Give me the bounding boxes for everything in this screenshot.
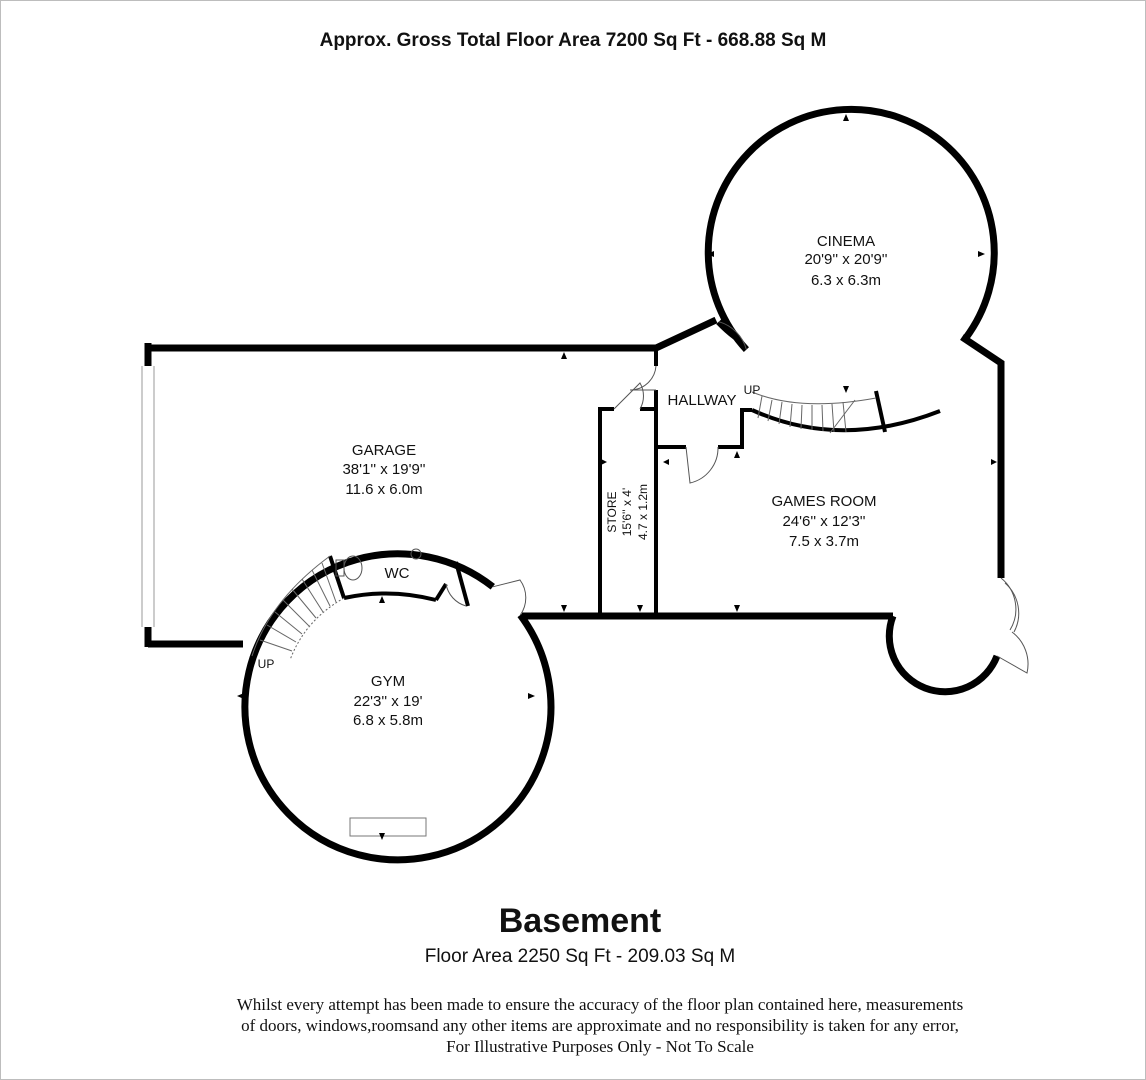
games-room-walls xyxy=(889,337,1028,692)
svg-text:15'6'' x 4': 15'6'' x 4' xyxy=(620,487,634,537)
svg-text:22'3'' x 19': 22'3'' x 19' xyxy=(353,693,423,710)
wc-label: WC xyxy=(384,565,410,582)
svg-text:6.3 x 6.3m: 6.3 x 6.3m xyxy=(810,272,882,289)
disclaimer-line: Whilst every attempt has been made to ensure the accuracy of the floor plan contained here, measurements xyxy=(236,995,964,1014)
disclaimer-line: of doors, windows,roomsand any other items are approximate and no responsibility is taken for any error, xyxy=(241,1016,959,1035)
svg-text:20'9'' x 20'9'': 20'9'' x 20'9'' xyxy=(804,251,888,268)
svg-text:GARAGE: GARAGE xyxy=(351,442,417,459)
games-room-label xyxy=(771,493,876,550)
floor-name: Basement xyxy=(498,902,662,940)
hallway-walls xyxy=(630,366,752,483)
total-floor-area-title: Approx. Gross Total Floor Area 7200 Sq Ft - 668.88 Sq M xyxy=(319,30,827,51)
disclaimer-line: For Illustrative Purposes Only - Not To Scale xyxy=(446,1037,754,1056)
games-room-door[interactable] xyxy=(686,447,718,483)
games-room-exterior-door[interactable] xyxy=(997,632,1028,673)
gym-stair-up-label: UP xyxy=(257,657,275,671)
garage-label xyxy=(342,442,425,498)
hallway-label: HALLWAY xyxy=(667,392,737,409)
hallway-stair-up-label: UP xyxy=(743,383,761,397)
svg-text:GAMES ROOM: GAMES ROOM xyxy=(771,493,877,510)
svg-text:CINEMA: CINEMA xyxy=(816,233,876,250)
svg-text:38'1'' x 19'9'': 38'1'' x 19'9'' xyxy=(342,461,426,478)
store-door[interactable] xyxy=(614,383,643,409)
svg-text:24'6'' x 12'3'': 24'6'' x 12'3'' xyxy=(782,513,866,530)
hallway-door[interactable] xyxy=(630,366,656,390)
svg-text:7.5 x 3.7m: 7.5 x 3.7m xyxy=(788,533,860,550)
svg-text:STORE: STORE xyxy=(605,491,619,533)
gym-equipment xyxy=(350,818,426,836)
gym-door[interactable] xyxy=(493,580,526,615)
svg-text:11.6 x 6.0m: 11.6 x 6.0m xyxy=(345,481,423,498)
svg-text:4.7 x 1.2m: 4.7 x 1.2m xyxy=(636,483,650,541)
gym-label xyxy=(353,673,423,729)
cinema-label xyxy=(804,233,887,289)
floor-area: Floor Area 2250 Sq Ft - 209.03 Sq M xyxy=(424,946,736,967)
svg-text:GYM: GYM xyxy=(370,673,406,690)
store-walls xyxy=(600,348,656,616)
store-label xyxy=(605,484,650,540)
disclaimer xyxy=(150,994,1050,1057)
svg-text:6.8 x 5.8m: 6.8 x 5.8m xyxy=(352,712,424,729)
